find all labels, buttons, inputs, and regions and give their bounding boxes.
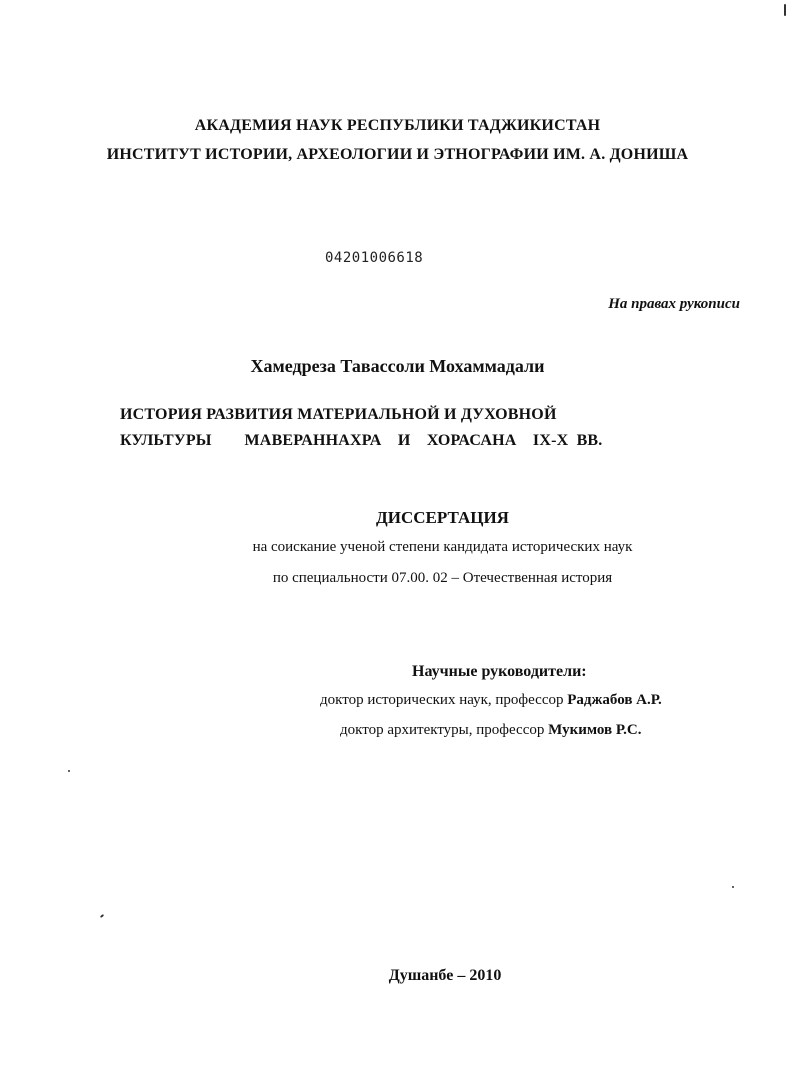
specialty-statement: по специальности 07.00. 02 – Отечественная история (272, 570, 613, 586)
supervisors-heading: Научные руководители: (412, 663, 587, 680)
city-year: Душанбе – 2010 (388, 967, 502, 984)
supervisor-2-title: доктор архитектуры, профессор (340, 722, 549, 738)
supervisor-1 (320, 692, 662, 709)
thesis-title-line-2: КУЛЬТУРЫ МАВЕРАННАХРА И ХОРАСАНА IX-X ВВ. (120, 432, 603, 449)
supervisor-1-name: Раджабов А.Р. (567, 692, 662, 708)
author-name: Хамедреза Тавассоли Мохаммадали (250, 356, 545, 376)
institute-name: ИНСТИТУТ ИСТОРИИ, АРХЕОЛОГИИ И ЭТНОГРАФИИ ИМ. А. ДОНИША (106, 146, 689, 163)
scan-speck (100, 914, 104, 918)
supervisor-1-title: доктор исторических наук, профессор (320, 692, 568, 708)
supervisor-2-name: Мукимов Р.С. (548, 722, 642, 738)
degree-statement: на соискание ученой степени кандидата исторических наук (252, 539, 633, 555)
document-type: ДИССЕРТАЦИЯ (376, 508, 509, 527)
registration-code: 04201006618 (325, 250, 424, 266)
scan-speck (732, 886, 734, 888)
rights-note: На правах рукописи (608, 296, 740, 312)
thesis-title-line-1: ИСТОРИЯ РАЗВИТИЯ МАТЕРИАЛЬНОЙ И ДУХОВНОЙ (120, 406, 557, 423)
scan-speck (68, 770, 70, 772)
supervisor-2 (340, 722, 641, 739)
academy-name: АКАДЕМИЯ НАУК РЕСПУБЛИКИ ТАДЖИКИСТАН (194, 117, 601, 134)
scan-speck (784, 4, 786, 16)
